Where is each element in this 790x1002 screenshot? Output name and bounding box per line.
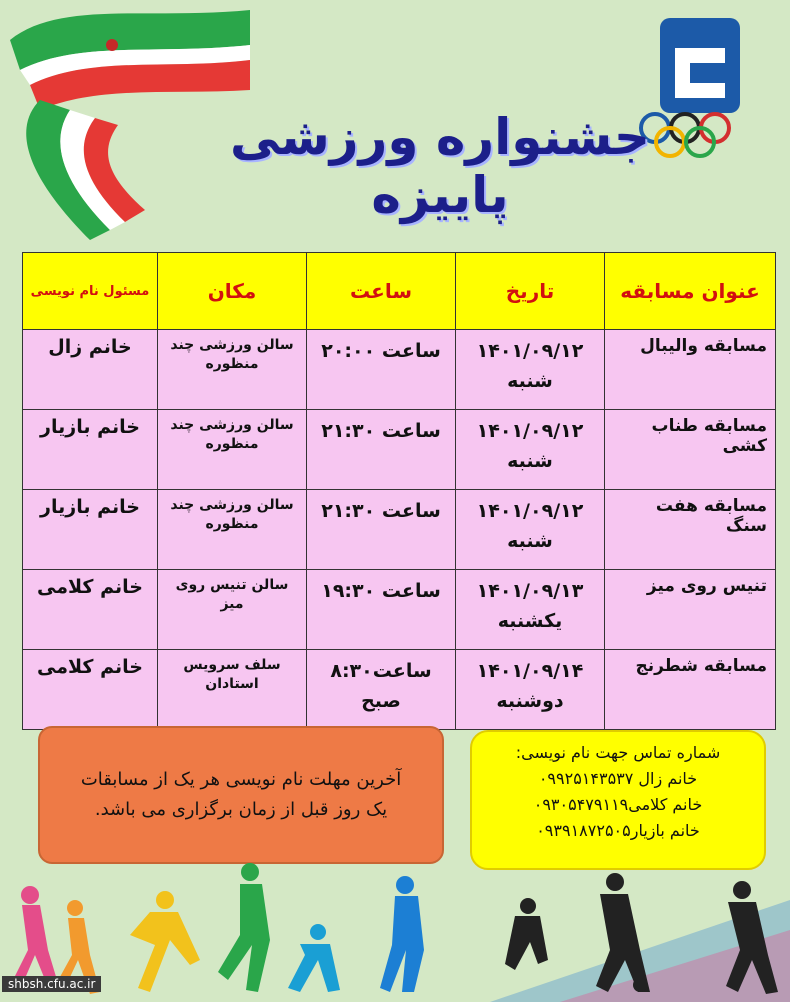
contacts-box xyxy=(470,730,766,870)
header-place: مکان xyxy=(158,253,307,330)
date-value: ۱۴۰۱/۰۹/۱۴ xyxy=(476,660,584,682)
date-cell xyxy=(456,490,605,570)
competition-name: مسابقه طناب کشی xyxy=(605,410,776,490)
time-cell xyxy=(307,410,456,490)
responsible-cell: خانم کلامی xyxy=(23,650,158,730)
place-cell: سالن ورزشی چند منظوره xyxy=(158,490,307,570)
contact-line: خانم بازیار۰۹۳۹۱۸۷۲۵۰۵ xyxy=(536,821,700,840)
date-cell xyxy=(456,650,605,730)
time-value: ساعت ۱۹:۳۰ xyxy=(321,580,441,602)
contact-line: خانم زال ۰۹۹۲۵۱۴۳۵۳۷ xyxy=(538,769,698,788)
header-time: ساعت xyxy=(307,253,456,330)
deadline-notice xyxy=(38,726,444,864)
day-value: دوشنبه xyxy=(496,690,564,712)
day-value: شنبه xyxy=(507,450,553,472)
header-competition: عنوان مسابقه xyxy=(605,253,776,330)
table-header-row xyxy=(23,253,776,330)
table-row xyxy=(23,490,776,570)
responsible-cell: خانم کلامی xyxy=(23,570,158,650)
date-value: ۱۴۰۱/۰۹/۱۲ xyxy=(476,420,584,442)
time-extra: صبح xyxy=(361,690,401,712)
responsible-cell: خانم بازیار xyxy=(23,490,158,570)
time-cell xyxy=(307,330,456,410)
day-value: یکشنبه xyxy=(497,610,563,632)
time-cell xyxy=(307,570,456,650)
competition-name: مسابقه والیبال xyxy=(605,330,776,410)
competition-name: مسابقه شطرنج xyxy=(605,650,776,730)
deadline-line-1: آخرین مهلت نام نویسی هر یک از مسابقات xyxy=(80,769,402,790)
time-value: ساعت ۲۱:۳۰ xyxy=(321,500,441,522)
table-row xyxy=(23,650,776,730)
contact-line: خانم کلامی۰۹۳۰۵۴۷۹۱۱۹ xyxy=(533,795,703,814)
time-value: ساعت ۲۱:۳۰ xyxy=(321,420,441,442)
contacts-heading: شماره تماس جهت نام نویسی: xyxy=(515,743,721,762)
schedule-table xyxy=(22,252,776,730)
header-responsible: مسئول نام نویسی xyxy=(23,253,158,330)
responsible-cell: خانم بازیار xyxy=(23,410,158,490)
place-cell: سالن ورزشی چند منظوره xyxy=(158,410,307,490)
competition-name: تنیس روی میز xyxy=(605,570,776,650)
place-cell: سالن ورزشی چند منظوره xyxy=(158,330,307,410)
athlete-silhouettes-icon xyxy=(0,860,790,1002)
time-cell xyxy=(307,650,456,730)
table-row xyxy=(23,330,776,410)
place-cell: سالن تنیس روی میز xyxy=(158,570,307,650)
time-value: ساعت۸:۳۰ xyxy=(330,660,432,682)
date-cell xyxy=(456,570,605,650)
date-cell xyxy=(456,330,605,410)
header-date: تاریخ xyxy=(456,253,605,330)
place-cell: سلف سرویس استادان xyxy=(158,650,307,730)
date-value: ۱۴۰۱/۰۹/۱۲ xyxy=(476,340,584,362)
competition-name: مسابقه هفت سنگ xyxy=(605,490,776,570)
time-cell xyxy=(307,490,456,570)
deadline-line-2: یک روز قبل از زمان برگزاری می باشد. xyxy=(94,799,388,820)
date-value: ۱۴۰۱/۰۹/۱۲ xyxy=(476,500,584,522)
table-row xyxy=(23,410,776,490)
page-title: جشنواره ورزشی پاییزه xyxy=(230,108,650,224)
table-row xyxy=(23,570,776,650)
responsible-cell: خانم زال xyxy=(23,330,158,410)
date-value: ۱۴۰۱/۰۹/۱۳ xyxy=(476,580,584,602)
time-value: ساعت ۲۰:۰۰ xyxy=(321,340,441,362)
day-value: شنبه xyxy=(507,530,553,552)
source-url: shbsh.cfu.ac.ir xyxy=(2,976,101,992)
day-value: شنبه xyxy=(507,370,553,392)
date-cell xyxy=(456,410,605,490)
